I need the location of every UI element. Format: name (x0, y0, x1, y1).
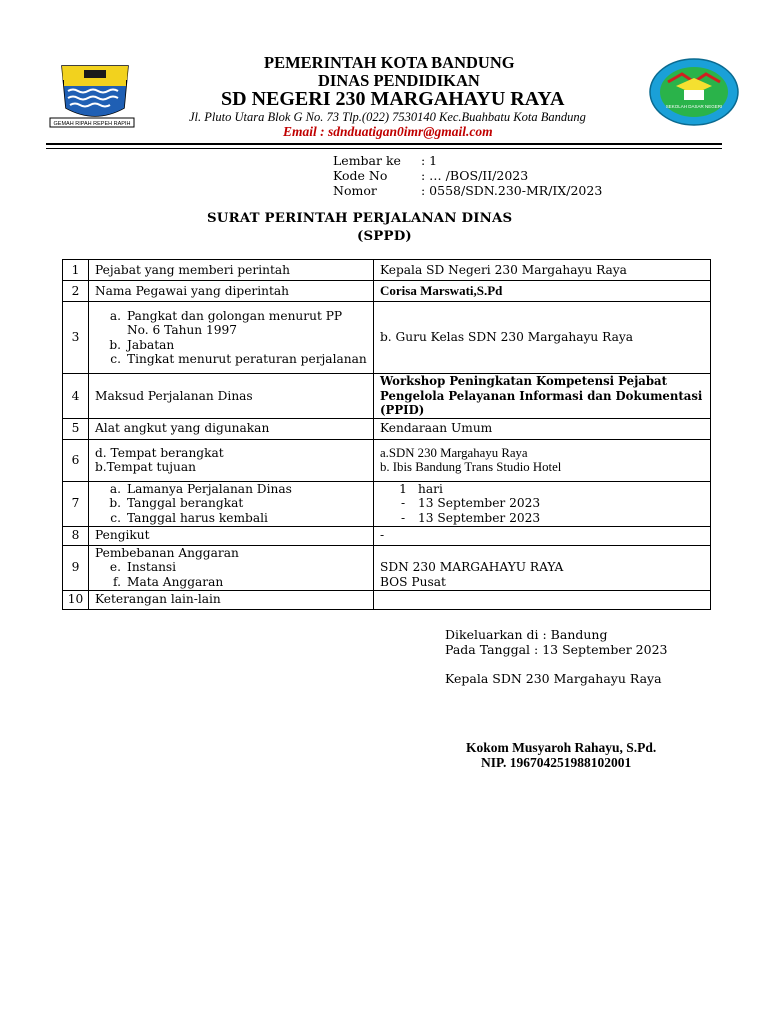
row-label: Maksud Perjalanan Dinas (89, 374, 374, 419)
letterhead-rule-thick (46, 143, 722, 145)
table-row (63, 418, 711, 439)
issued-place: Dikeluarkan di : Bandung (445, 627, 608, 642)
signer-name: Kokom Musyaroh Rahayu, S.Pd. (466, 740, 657, 755)
row-value: - (374, 526, 711, 545)
meta-kode (333, 168, 528, 183)
bandung-city-emblem-icon (44, 58, 140, 130)
table-row (63, 590, 711, 609)
sub-item: c. Tanggal harus kembali (110, 510, 268, 525)
sub-item: c. Tingkat menurut peraturan perjalanan (110, 352, 367, 366)
sub-value: SDN 230 MARGAHAYU RAYA (380, 560, 564, 574)
header-government-line: PEMERINTAH KOTA BANDUNG (264, 53, 515, 72)
table-row (63, 545, 711, 590)
school-logo-icon (646, 56, 742, 128)
sppd-table (62, 259, 711, 610)
row-number: 10 (63, 590, 89, 609)
table-row (63, 260, 711, 281)
row-label (89, 545, 374, 590)
sub-item: b. Tanggal berangkat (109, 496, 244, 511)
row-number: 8 (63, 526, 89, 545)
row-value (374, 439, 711, 481)
row-label: Nama Pegawai yang diperintah (89, 281, 374, 302)
row-value: Workshop Peningkatan Kompetensi Pejabat Pengelola Pelayanan Informasi dan Dokumentasi (PPID) (374, 374, 711, 419)
sub-item: d. Tempat berangkat (95, 445, 224, 460)
signer-nip: NIP. 196704251988102001 (481, 755, 632, 770)
row-value: Kendaraan Umum (374, 418, 711, 439)
row-number: 5 (63, 418, 89, 439)
row-value (374, 545, 711, 590)
sub-value: - 13 September 2023 (400, 496, 541, 511)
issued-date: Pada Tanggal : 13 September 2023 (445, 642, 668, 657)
row-value (374, 590, 711, 609)
sub-item: f. Mata Anggaran (113, 574, 224, 589)
sub-value: BOS Pusat (380, 574, 446, 589)
row-number: 3 (63, 302, 89, 374)
document-subtitle: (SPPD) (357, 229, 412, 244)
header-email: Email : sdnduatigan0imr@gmail.com (283, 124, 493, 139)
sub-value: - 13 September 2023 (400, 510, 541, 525)
sub-item: e. Instansi (109, 560, 177, 575)
table-row (63, 481, 711, 526)
row-number: 6 (63, 439, 89, 481)
row-number: 2 (63, 281, 89, 302)
table-row (63, 281, 711, 302)
sub-value: b. Ibis Bandung Trans Studio Hotel (380, 460, 562, 474)
row-label (89, 481, 374, 526)
sub-value: 1 hari (399, 481, 443, 496)
meta-kode-label: Kode No (333, 168, 388, 183)
table-row (63, 374, 711, 419)
meta-lembar-label: Lembar ke (333, 153, 401, 168)
meta-kode-value: : … /BOS/II/2023 (421, 168, 529, 183)
sub-item: a. Pangkat dan golongan menurut PP No. 6 Tahun 1997 (109, 308, 343, 337)
row-label: Keterangan lain-lain (89, 590, 374, 609)
row-number: 7 (63, 481, 89, 526)
sub-item: b. Jabatan (109, 337, 175, 352)
row-value: b. Guru Kelas SDN 230 Margahayu Raya (374, 302, 711, 374)
sub-value: a.SDN 230 Margahayu Raya (380, 445, 528, 460)
row-label: Alat angkut yang digunakan (89, 418, 374, 439)
table-row (63, 439, 711, 481)
document-title: SURAT PERINTAH PERJALANAN DINAS (207, 211, 513, 226)
header-department-line: DINAS PENDIDIKAN (318, 71, 480, 90)
meta-nomor-label: Nomor (333, 183, 377, 198)
row-value (374, 481, 711, 526)
row-label: Pejabat yang memberi perintah (89, 260, 374, 281)
signer-position: Kepala SDN 230 Margahayu Raya (445, 671, 662, 686)
table-row (63, 526, 711, 545)
meta-nomor (333, 183, 602, 198)
meta-nomor-value: : 0558/SDN.230-MR/IX/2023 (421, 183, 603, 198)
sub-item: Pembebanan Anggaran (95, 545, 239, 560)
letterhead-rule-thin (46, 148, 722, 149)
row-number: 9 (63, 545, 89, 590)
school-logo-caption: SEKOLAH DASAR NEGERI (665, 104, 723, 109)
meta-lembar (333, 153, 437, 168)
row-value: Kepala SD Negeri 230 Margahayu Raya (374, 260, 711, 281)
row-label: Pengikut (89, 526, 374, 545)
emblem-motto-text: GEMAH RIPAH REPEH RAPIH (53, 121, 131, 127)
row-number: 4 (63, 374, 89, 419)
header-address: Jl. Pluto Utara Blok G No. 73 Tlp.(022) 7530140 Kec.Buahbatu Kota Bandung (189, 110, 586, 124)
row-value: Corisa Marswati,S.Pd (374, 281, 711, 302)
meta-lembar-value: : 1 (421, 153, 438, 168)
row-label (89, 439, 374, 481)
table-row (63, 302, 711, 374)
row-label (89, 302, 374, 374)
row-number: 1 (63, 260, 89, 281)
header-school-name: SD NEGERI 230 MARGAHAYU RAYA (221, 88, 565, 110)
sub-item: b.Tempat tujuan (95, 460, 196, 474)
sub-item: a. Lamanya Perjalanan Dinas (109, 481, 292, 496)
